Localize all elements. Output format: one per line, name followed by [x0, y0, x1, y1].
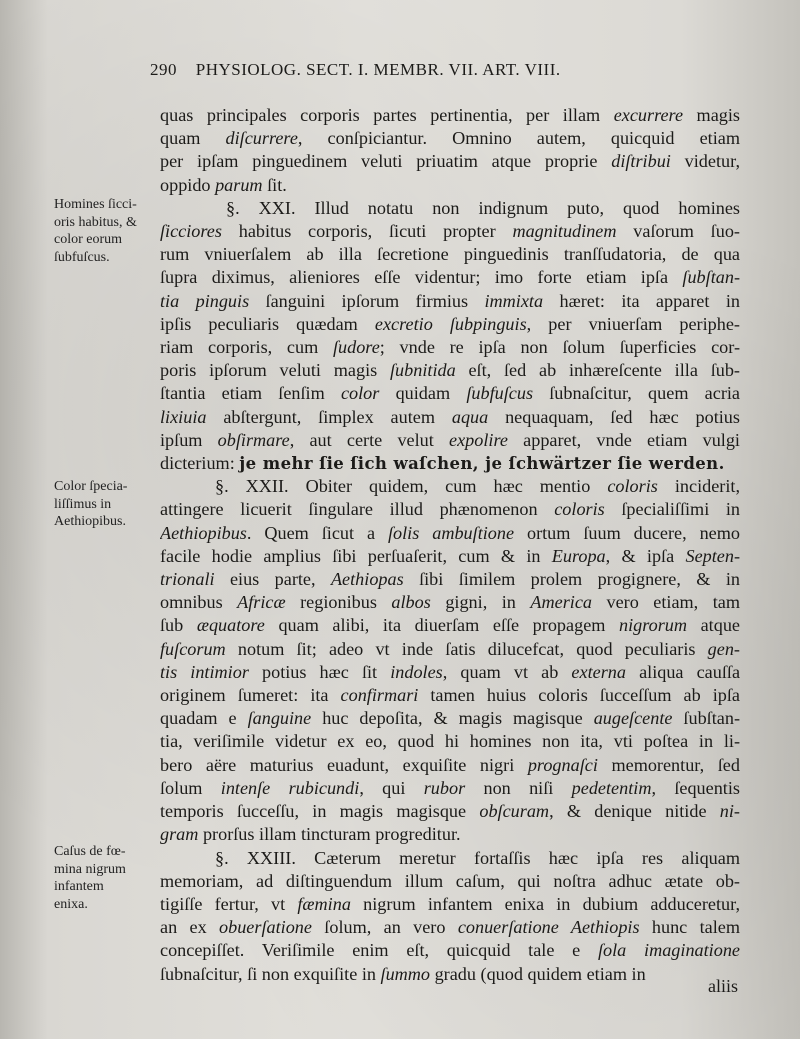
text-line: an ex obuerſatione ſolum, an vero conuerſatione Aethiopis hunc talem: [160, 917, 740, 938]
text-line: tia, veriſimile videtur ex eo, quod hi homines non ita, vti poſtea in li-: [160, 731, 740, 752]
text-line: Aethiopibus. Quem ſicut a ſolis ambuſtione ortum ſuum ducere, nemo: [160, 522, 740, 543]
text-line: attingere licuerit ſingulare illud phænomenon coloris ſpecialiſſimi in: [160, 499, 740, 520]
text-line: poris ipſorum veluti magis ſubnitida eſt, ſed ab inhæreſcente illa ſub-: [160, 360, 740, 381]
margin-note-line: enixa.: [54, 896, 88, 912]
text-line: temporis ſucceſſu, in magis magisque obſcuram, & denique nitide ni-: [160, 801, 740, 822]
text-line: §. XXII. Obiter quidem, cum hæc mentio coloris inciderit,: [215, 476, 740, 497]
margin-note-2: [54, 478, 127, 531]
margin-note-line: infantem: [54, 879, 104, 894]
text-line: ipſum obſirmare, aut certe velut expolire apparet, vnde etiam vulgi: [160, 429, 740, 450]
text-line: tia pinguis ſanguini ipſorum firmius immixta hæret: ita apparet in: [160, 290, 740, 311]
margin-note-line: Aethiopibus.: [54, 514, 126, 529]
running-title: PHYSIOLOG. SECT. I. MEMBR. VII. ART. VIII.: [195, 60, 561, 79]
text-line: riam corporis, cum ſudore; vnde re ipſa non ſolum ſuperficies cor-: [160, 337, 740, 358]
text-line: ſub æquatore quam alibi, ita diuerſam eſſe propagem nigrorum atque: [160, 615, 740, 636]
margin-note-line: Color ſpecia-: [54, 479, 128, 494]
text-line: tis intimior potius hæc ſit indoles, quam vt ab externa aliqua cauſſa: [160, 661, 740, 682]
margin-note-line: ſubfuſcus.: [54, 249, 110, 265]
text-line: ſicciores habitus corporis, ſicuti propter magnitudinem vaſorum ſuo-: [160, 221, 740, 242]
text-line: trionali eius parte, Aethiopas ſibi ſimilem prolem progignere, & in: [160, 569, 740, 590]
running-header: [150, 60, 750, 80]
text-line: originem ſumeret: ita confirmari tamen huius coloris ſucceſſum ab ipſa: [160, 685, 740, 706]
text-line: §. XXIII. Cæterum meretur fortaſſis hæc ipſa res aliquam: [215, 847, 740, 868]
margin-note-line: oris habitus, &: [54, 214, 137, 230]
text-line: ſtantia etiam ſenſim color quidam ſubfuſcus ſubnaſcitur, quem acria: [160, 383, 740, 404]
text-line: memoriam, ad diſtinguendum illum caſum, qui noſtra adhuc ætate ob-: [160, 870, 740, 891]
text-line: dicterium: je mehr ſie ſich waſchen, je ſchwärtzer ſie werden.: [160, 453, 725, 474]
margin-note-1: [54, 196, 137, 266]
text-line: lixiuia abſtergunt, ſimplex autem aqua nequaquam, ſed hæc potius: [160, 406, 740, 427]
text-line: facile hodie amplius ſibi perſuaſerit, cum & in Europa, & ipſa Septen-: [160, 545, 740, 566]
margin-note-line: liſſimus in: [54, 496, 112, 512]
text-line: bero aëre maturius euadunt, exquiſite nigri prognaſci memorentur, ſed: [160, 754, 740, 775]
text-line: fuſcorum notum ſit; adeo vt inde ſatis dilucefcat, quod peculiaris gen-: [160, 638, 740, 659]
text-line: omnibus Africæ regionibus albos gigni, in America vero etiam, tam: [160, 592, 740, 613]
text-line: ſolum intenſe rubicundi, qui rubor non niſi pedetentim, ſequentis: [160, 777, 740, 798]
text-line: quam diſcurrere, conſpiciantur. Omnino autem, quicquid etiam: [160, 128, 740, 149]
body-text: [160, 104, 740, 986]
text-line: quas principales corporis partes pertinentia, per illam excurrere magis: [160, 105, 740, 125]
margin-note-line: Homines ſicci-: [54, 197, 137, 212]
text-line: concepiſſet. Veriſimile enim eſt, quicquid tale e ſola imaginatione: [160, 940, 740, 961]
text-line: quadam e ſanguine huc depoſita, & magis magisque augeſcente ſubſtan-: [160, 708, 740, 729]
text-line: ſubnaſcitur, ſi non exquiſite in ſummo gradu (quod quidem etiam in: [160, 963, 646, 984]
catchword: aliis: [708, 976, 738, 996]
margin-note-3: [54, 843, 126, 913]
text-line: gram prorſus illam tincturam progreditur.: [160, 824, 461, 845]
text-line: per ipſam pinguedinem veluti priuatim atque proprie diſtribui videtur,: [160, 151, 740, 172]
text-line: rum vniuerſalem ab illa ſecretione pinguedinis tranſſudatoria, de qua: [160, 244, 740, 265]
text-line: ſupra diximus, alieniores eſſe videntur; imo forte etiam ipſa ſubſtan-: [160, 267, 740, 288]
margin-note-line: Caſus de fœ-: [54, 844, 126, 859]
text-line: ipſis peculiaris quædam excretio ſubpinguis, per vniuerſam periphe-: [160, 313, 740, 334]
page-number: 290: [150, 60, 177, 79]
text-line: oppido parum ſit.: [160, 174, 287, 195]
margin-note-line: mina nigrum: [54, 861, 126, 877]
text-line: §. XXI. Illud notatu non indignum puto, quod homines: [226, 197, 740, 218]
text-line: tigiſſe fertur, vt fæmina nigrum infantem enixa in dubium adduceretur,: [160, 893, 740, 914]
margin-note-line: color eorum: [54, 232, 123, 247]
